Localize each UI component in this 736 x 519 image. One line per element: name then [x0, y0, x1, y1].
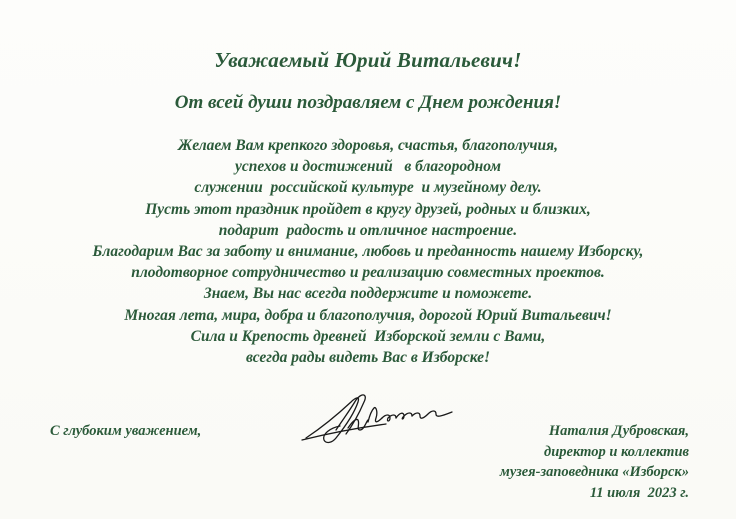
- body-line: Сила и Крепость древней Изборской земли с Вами,: [190, 327, 546, 345]
- letter-date: 11 июля 2023 г.: [589, 484, 689, 501]
- body-line: плодотворное сотрудничество и реализацию совместных проектов.: [131, 264, 605, 282]
- body-line: Многая лета, мира, добра и благополучия, дорогой Юрий Витальевич!: [124, 306, 612, 324]
- body-line: Знаем, Вы нас всегда поддержите и поможете.: [203, 285, 533, 303]
- greeting-heading: Уважаемый Юрий Витальевич!: [214, 48, 522, 72]
- sender-organization: музея-заповедника «Изборск»: [499, 464, 689, 480]
- handwritten-signature: [296, 388, 466, 448]
- birthday-subtitle: От всей души поздравляем с Днем рождения!: [174, 92, 562, 113]
- sender-block: [500, 421, 689, 503]
- sender-role: директор и коллектив: [544, 443, 689, 460]
- body-line: Благодарим Вас за заботу и внимание, любовь и преданность нашему Изборску,: [92, 243, 644, 261]
- sender-name: Наталия Дубровская,: [548, 423, 689, 439]
- body-line: всегда рады видеть Вас в Изборске!: [245, 349, 491, 367]
- body-line: служении российской культуре и музейному делу.: [194, 179, 542, 197]
- body-line: Желаем Вам крепкого здоровья, счастья, благополучия,: [177, 137, 559, 154]
- body-line: Пусть этот праздник пройдет в кругу друзей, родных и близких,: [145, 200, 591, 218]
- body-line: подарит радость и отличное настроение.: [218, 221, 518, 239]
- body-line: успехов и достижений в благородном: [234, 158, 502, 176]
- letter-body: [0, 135, 736, 368]
- closing-phrase: С глубоким уважением,: [50, 423, 202, 439]
